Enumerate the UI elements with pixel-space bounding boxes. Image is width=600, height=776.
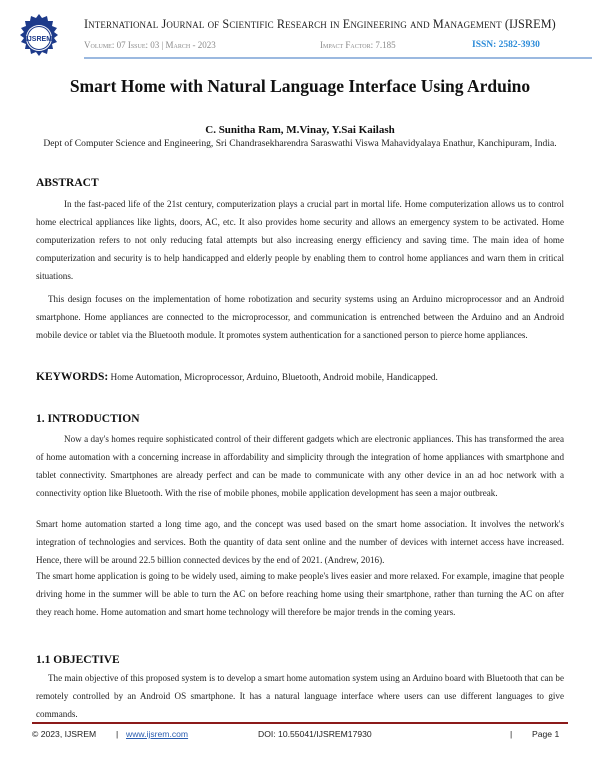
footer-page-number: Page 1 [532,729,560,739]
issn: ISSN: 2582-3930 [472,40,540,50]
paper-affiliation: Dept of Computer Science and Engineering, Sri Chandrasekharendra Saraswathi Viswa Mahavidyalaya Enathur, Kanchipuram, India. [43,138,557,149]
introduction-paragraph-1: Now a day's homes require sophisticated control of their different gadgets which are electronic appliances. This has transformed the area of home automation with a concerning increase in affordability and simplicity through the integration of home appliances with smartphone and tablet connectivity. Smartphones are already perfect and can be made to communicate with any other device in an ad hoc network with a connectivity option like Bluetooth. With the rise of mobile phones, mobile application development has seen a major outbreak. [36,434,564,498]
footer-divider [32,722,568,724]
introduction-paragraph-3: The smart home application is going to be widely used, aiming to make people's lives easier and more relaxed. For example, imagine that people driving home in the summer will be able to turn the AC on before reaching home using their smartphone, rather than turning the AC on after they reach home. Home automation and smart home technology will therefore be major trends in the coming years. [36,571,564,617]
journal-title: International Journal of Scientific Research in Engineering and Management (IJSREM) [84,17,556,31]
header-divider [84,57,592,59]
abstract-heading: ABSTRACT [36,177,99,189]
journal-logo [10,12,68,64]
journal-meta [84,40,592,54]
introduction-paragraph-2: Smart home automation started a long time ago, and the concept was used based on the smart home association. It involves the network's integration of technologies and services. Both the quantity of data sent online and the number of devices with internet access have increased. Hence, there will be around 22.5 billion connected devices by the end of 2021. (Andrew, 2016). [36,519,564,565]
footer-separator: | [116,729,119,739]
footer-separator-2: | [510,729,513,739]
footer-website-link[interactable]: www.ijsrem.com [126,729,189,739]
paper-authors: C. Sunitha Ram, M.Vinay, Y.Sai Kailash [205,124,395,136]
keywords-text: Home Automation, Microprocessor, Arduino, Bluetooth, Android mobile, Handicapped. [110,373,438,383]
impact-factor: Impact Factor: 7.185 [320,40,396,50]
objective-heading: 1.1 OBJECTIVE [36,654,120,666]
keywords [36,371,438,383]
footer-copyright: © 2023, IJSREM [32,729,97,739]
objective-paragraph-1: The main objective of this proposed system is to develop a smart home automation system using an Arduino board with Bluetooth that can be remotely controlled by an Android OS smartphone. It has a natural language interface where users can use different languages to give commands. [36,673,564,719]
logo-text: IJSREM [25,36,53,43]
introduction-heading: 1. INTRODUCTION [36,413,140,425]
keywords-label: KEYWORDS: [36,371,109,383]
footer-doi: DOI: 10.55041/IJSREM17930 [258,729,372,739]
paper-title: Smart Home with Natural Language Interface Using Arduino [69,76,531,96]
page-footer [32,729,568,743]
abstract-paragraph-2: This design focuses on the implementation of home robotization and security systems using an Arduino microprocessor and an Android smartphone. Home appliances are connected to the microprocessor, and communication is entrenched between the Arduino and an Android mobile device or tablet via the Bluetooth module. It promotes system authentication for a sanctioned person to pierce home appliances. [36,294,564,340]
volume-issue: Volume: 07 Issue: 03 | March - 2023 [84,40,216,50]
abstract-paragraph-1: In the fast-paced life of the 21st century, computerization plays a crucial part in mortal life. Home computerization allows us to control home electrical appliances like lights, doors, AC, etc. It also provides home security and allows an emergency system to be activated. Home computerization refers to not only reducing fatal attempts but also increasing energy efficiency and saving time. The main idea of home computerization and security is to help handicapped and elderly people by enabling them to control home appliances and warn them in critical situations. [36,199,564,281]
